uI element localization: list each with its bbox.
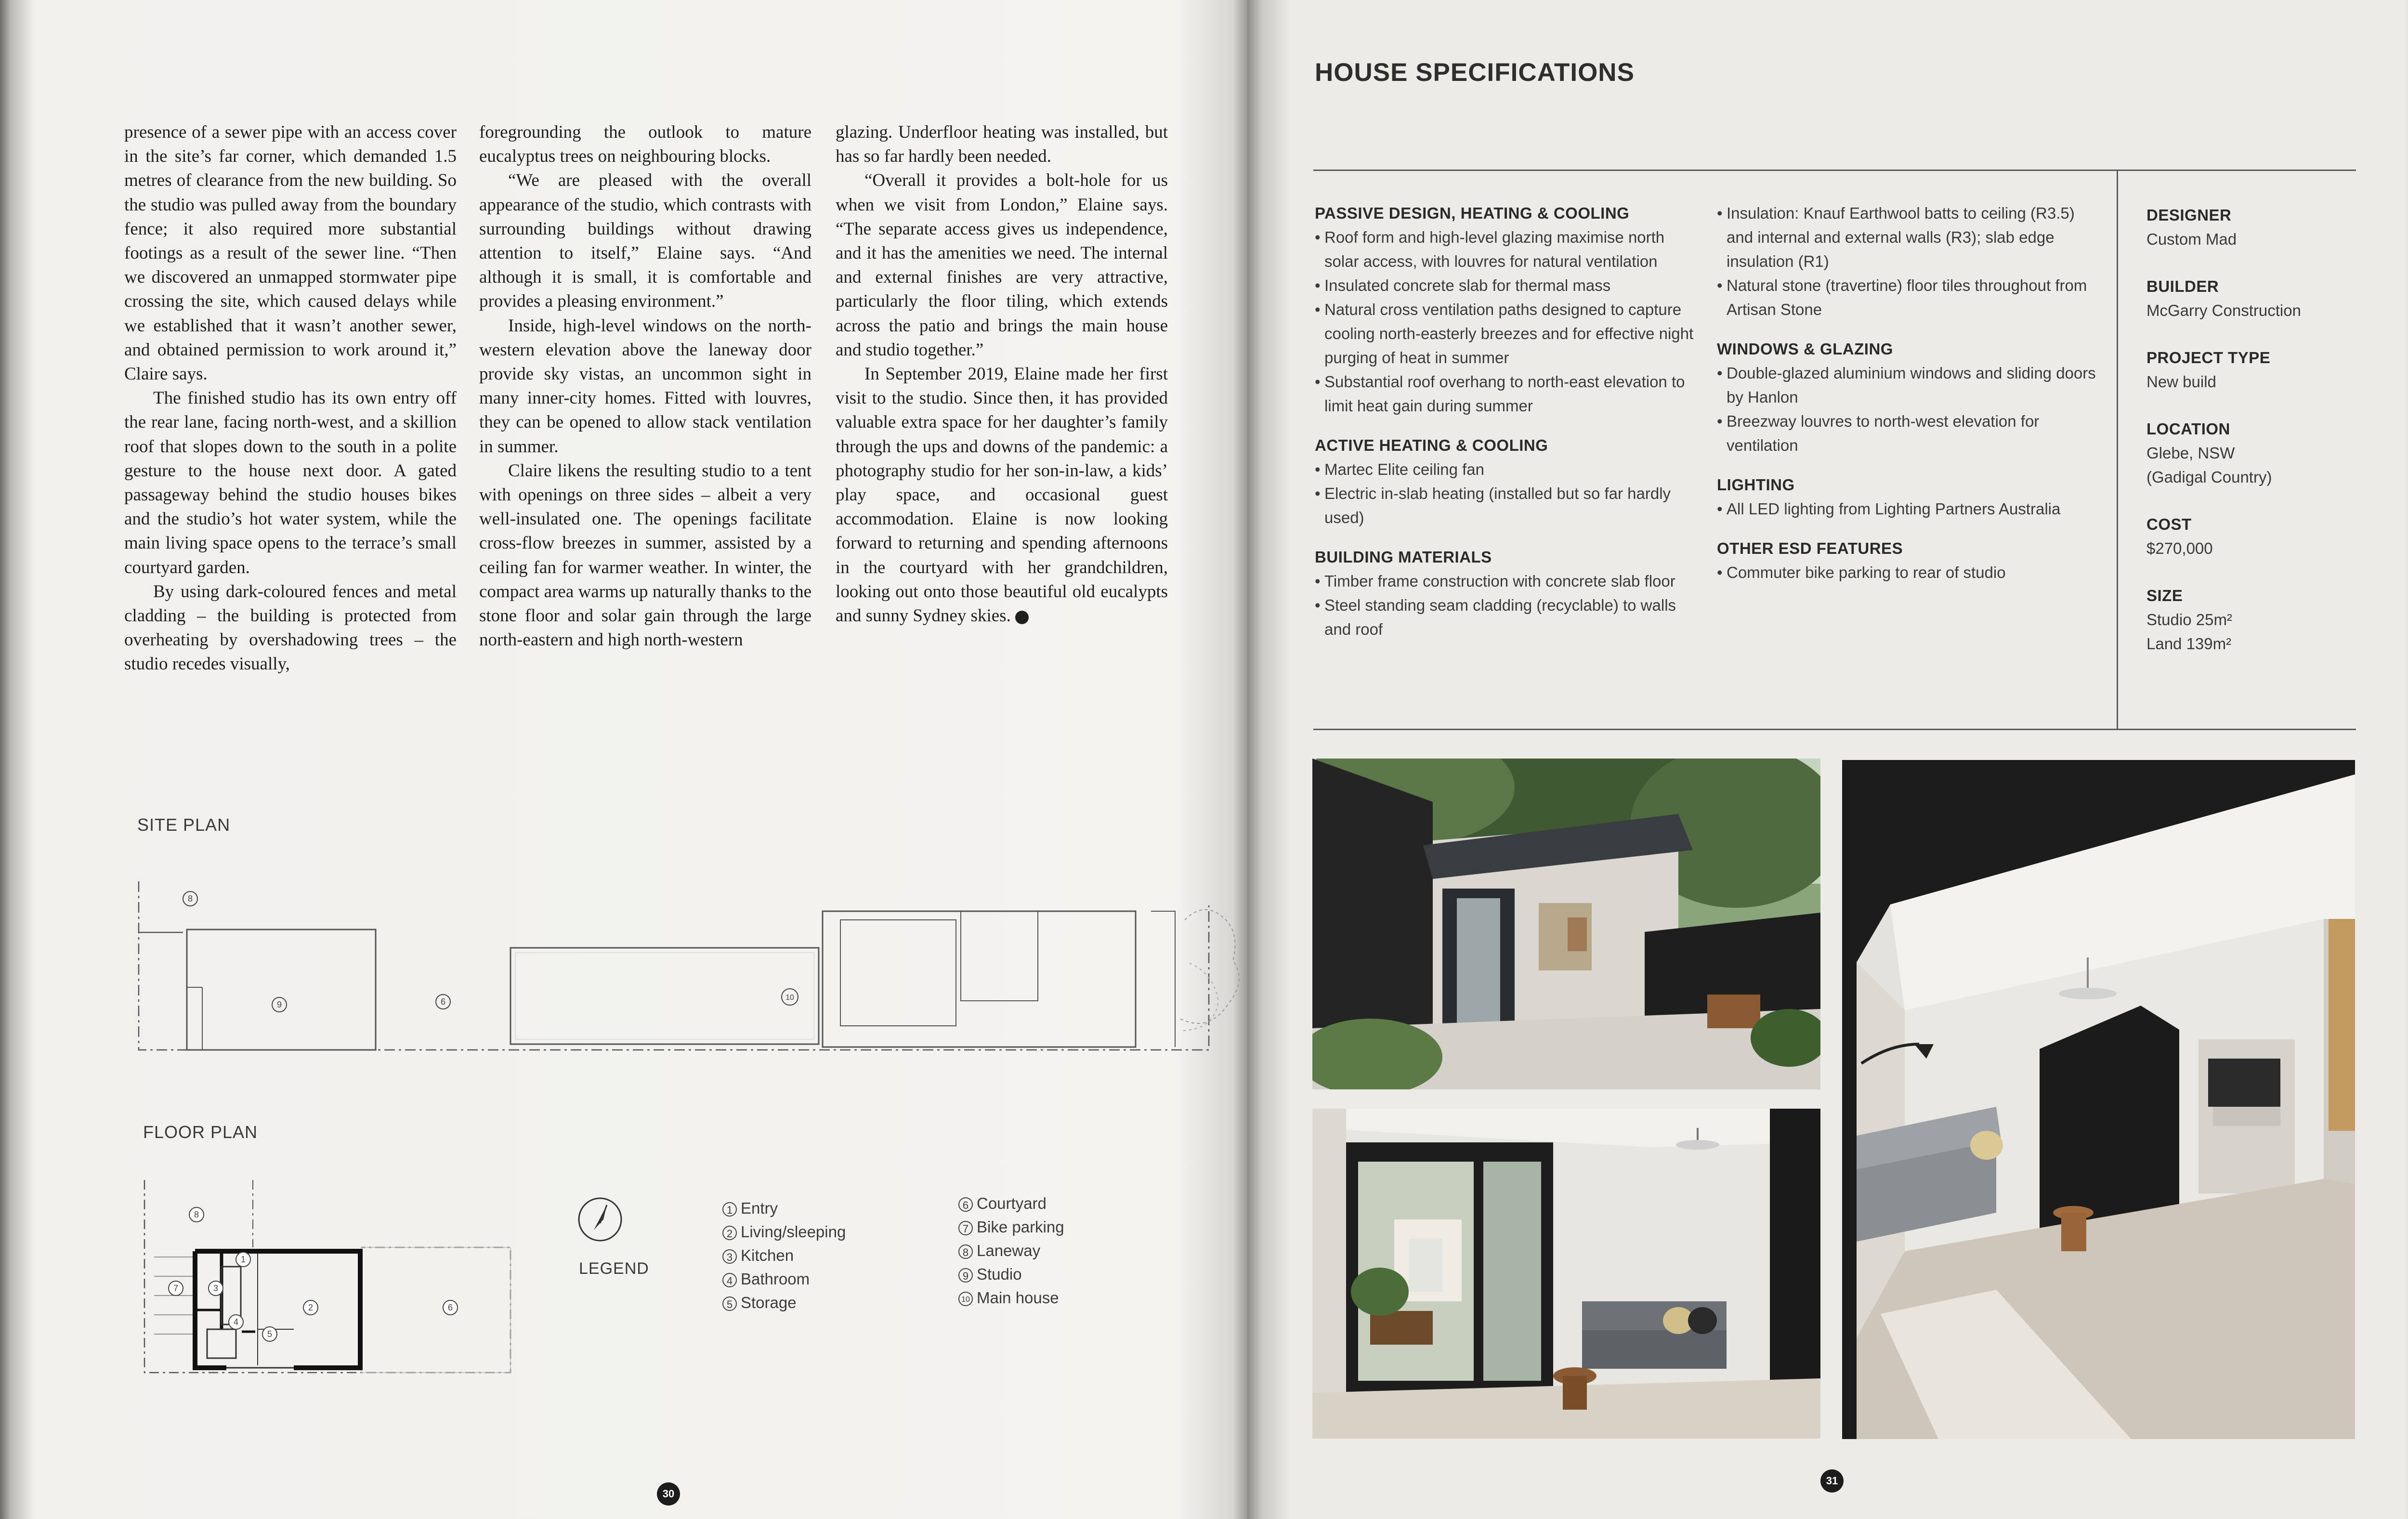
floor-marker-8: 8 xyxy=(194,1210,199,1219)
spec-section-passive xyxy=(1315,201,1695,418)
legend-item: 5 Storage xyxy=(722,1291,846,1314)
specs-side-column xyxy=(2146,203,2349,679)
spec-project-type: PROJECT TYPE New build xyxy=(2146,349,2271,391)
article-paragraph xyxy=(836,362,1168,628)
site-marker-9: 9 xyxy=(276,1000,282,1009)
specs-divider xyxy=(2117,170,2118,729)
legend-item: 3 Kitchen xyxy=(722,1244,846,1267)
spec-bullet: • Commuter bike parking to rear of studio xyxy=(1717,561,2102,585)
specs-title: HOUSE SPECIFICATIONS xyxy=(1315,58,1635,87)
page-number-right: 31 xyxy=(1820,1469,1844,1493)
article-closing-text: In September 2019, Elaine made her first visit to the studio. Since then, it has provided valuable extra space for her daughter’s family through the ups and downs of the pandemic: a photography studio for her son-in-law, a kids’ play space, and occasional guest accommodation. Elaine is now looking forward to returning and spending afternoons in the courtyard with her grandchildren, looking out onto those beautiful old eucalypts and sunny Sydney skies. xyxy=(836,364,1168,626)
legend-item: 2 Living/sleeping xyxy=(722,1220,846,1244)
floor-marker-2: 2 xyxy=(308,1303,314,1312)
site-marker-10: 10 xyxy=(785,994,794,1002)
legend-list-1 xyxy=(722,1196,846,1314)
spec-bullet: • Natural cross ventilation paths designed to capture cooling north-easterly breezes and for effective night purging of heat in summer xyxy=(1315,298,1695,370)
legend-item: 1 Entry xyxy=(722,1196,846,1220)
specs-bottom-rule xyxy=(1313,729,2356,730)
floor-marker-4: 4 xyxy=(233,1317,239,1327)
specs-top-rule xyxy=(1313,170,2356,171)
article-paragraph: foregrounding the outlook to mature eucalyptus trees on neighbouring blocks. xyxy=(479,122,811,167)
spec-section-esd xyxy=(1717,537,2102,585)
page-number-left: 30 xyxy=(657,1482,680,1506)
end-mark-icon xyxy=(1015,611,1029,624)
floor-plan-title: FLOOR PLAN xyxy=(143,1122,258,1142)
photo-interior-courtyard xyxy=(1312,1109,1820,1439)
site-plan-title: SITE PLAN xyxy=(137,815,231,835)
spec-heading: OTHER ESD FEATURES xyxy=(1717,539,1903,557)
legend-list-2 xyxy=(958,1192,1064,1309)
spec-bullet: • Natural stone (travertine) floor tiles throughout from Artisan Stone xyxy=(1717,274,2102,322)
spec-bullet: • Martec Elite ceiling fan xyxy=(1315,458,1695,482)
floor-marker-1: 1 xyxy=(240,1255,246,1264)
right-page xyxy=(1247,0,2408,1519)
specs-column-1 xyxy=(1315,201,1695,657)
spec-bullet: • Electric in-slab heating (installed but so far hardly used) xyxy=(1315,482,1695,530)
spec-bullet: • Double-glazed aluminium windows and sliding doors by Hanlon xyxy=(1717,361,2102,409)
article-column-3 xyxy=(836,120,1168,628)
spec-bullet: • Timber frame construction with concrete slab floor xyxy=(1315,569,1695,593)
site-marker-6: 6 xyxy=(440,997,446,1007)
site-plan-drawing xyxy=(130,867,1252,1079)
spec-bullet: • All LED lighting from Lighting Partners Australia xyxy=(1717,497,2102,521)
legend-item: 6 Courtyard xyxy=(958,1192,1064,1215)
article-paragraph: Inside, high-level windows on the north-western elevation above the laneway door provide sky vistas, an uncommon sight in many inner-city homes. Fitted with louvres, they can be opened to allow stack ventilation in summer. xyxy=(479,315,811,457)
article-column-1 xyxy=(124,120,457,677)
article-paragraph: glazing. Underfloor heating was installed, but has so far hardly been needed. xyxy=(836,122,1168,167)
spec-heading: WINDOWS & GLAZING xyxy=(1717,340,1893,358)
spec-builder: BUILDER McGarry Construction xyxy=(2146,277,2301,319)
article-paragraph: The finished studio has its own entry off the rear lane, facing north-west, and a skillion roof that slopes down to the south in a polite gesture to the house next door. A gated passageway behind the studio houses bikes and the studio’s hot water system, while the main living space opens to the terrace’s small courtyard garden. xyxy=(124,388,457,577)
legend-item: 8 Laneway xyxy=(958,1239,1064,1262)
article-paragraph: “We are pleased with the overall appearance of the studio, which contrasts with surrounding buildings without drawing attention to itself,” Elaine says. “And although it is small, it is comfortable and provides a pleasing environment.” xyxy=(479,170,811,312)
spec-bullet: • Steel standing seam cladding (recyclable) to walls and roof xyxy=(1315,593,1695,642)
spec-bullet: • Substantial roof overhang to north-east elevation to limit heat gain during summer xyxy=(1315,370,1695,418)
spec-section-insulation xyxy=(1717,201,2102,322)
spec-section-windows xyxy=(1717,337,2102,458)
spec-bullet: • Breezway louvres to north-west elevation for ventilation xyxy=(1717,409,2102,458)
spec-section-lighting xyxy=(1717,473,2102,521)
article-paragraph: presence of a sewer pipe with an access cover in the site’s far corner, which demanded 1.5 metres of clearance from the new building. So the studio was pulled away from the boundary fence; it also required more substantial footings as a result of the sewer line. “Then we discovered an unmapped stormwater pipe crossing the site, which caused delays while we established that it wasn’t another sewer, and obtained permission to work around it,” Claire says. xyxy=(124,122,457,384)
specs-column-2 xyxy=(1717,201,2102,600)
photo-studio-exterior xyxy=(1312,759,1820,1089)
spec-location: LOCATION Glebe, NSW (Gadigal Country) xyxy=(2146,420,2272,486)
floor-marker-6: 6 xyxy=(447,1303,453,1312)
spec-heading: ACTIVE HEATING & COOLING xyxy=(1315,436,1548,454)
floor-plan-drawing xyxy=(135,1170,520,1382)
article-paragraph: Claire likens the resulting studio to a tent with openings on three sides – albeit a very well-insulated one. The openings facilitate cross-flow breezes in summer, assisted by a ceiling fan for warmer weather. In winter, the compact area warms up naturally thanks to the stone floor and solar gain through the large north-eastern and high north-western xyxy=(479,460,811,650)
floor-marker-7: 7 xyxy=(173,1283,179,1293)
floor-marker-3: 3 xyxy=(213,1283,219,1293)
legend-item: 10 Main house xyxy=(958,1286,1064,1309)
spec-size: SIZE Studio 25m² Land 139m² xyxy=(2146,587,2232,653)
spec-heading: PASSIVE DESIGN, HEATING & COOLING xyxy=(1315,204,1630,222)
north-arrow-icon xyxy=(577,1195,625,1244)
legend-item: 9 Studio xyxy=(958,1262,1064,1286)
photo-interior-wide xyxy=(1842,760,2355,1439)
spec-designer: DESIGNER Custom Mad xyxy=(2146,206,2237,248)
spec-section-active xyxy=(1315,433,1695,530)
legend-item: 4 Bathroom xyxy=(722,1267,846,1291)
legend-title: LEGEND xyxy=(579,1259,649,1278)
article-paragraph: By using dark-coloured fences and metal cladding – the building is protected from overheating by overshadowing trees – the studio recedes visually, xyxy=(124,581,457,674)
spec-bullet: • Insulated concrete slab for thermal mass xyxy=(1315,274,1695,298)
spec-heading: BUILDING MATERIALS xyxy=(1315,548,1492,566)
spec-bullet: • Insulation: Knauf Earthwool batts to ceiling (R3.5) and internal and external walls (R3); slab edge insulation (R1) xyxy=(1717,201,2102,274)
floor-marker-5: 5 xyxy=(267,1329,273,1339)
site-marker-8: 8 xyxy=(187,894,193,904)
article-column-2 xyxy=(479,120,811,652)
spec-cost: COST $270,000 xyxy=(2146,515,2213,557)
spec-bullet: • Roof form and high-level glazing maximise north solar access, with louvres for natural ventilation xyxy=(1315,225,1695,274)
spec-heading: LIGHTING xyxy=(1717,476,1795,494)
spec-section-materials xyxy=(1315,545,1695,642)
article-paragraph: “Overall it provides a bolt-hole for us when we visit from London,” Elaine says. “The separate access gives us independence, and it has the amenities we need. The internal and external finishes are very attractive, particularly the floor tiling, which extends across the patio and brings the main house and studio together.” xyxy=(836,170,1168,360)
legend-item: 7 Bike parking xyxy=(958,1215,1064,1239)
